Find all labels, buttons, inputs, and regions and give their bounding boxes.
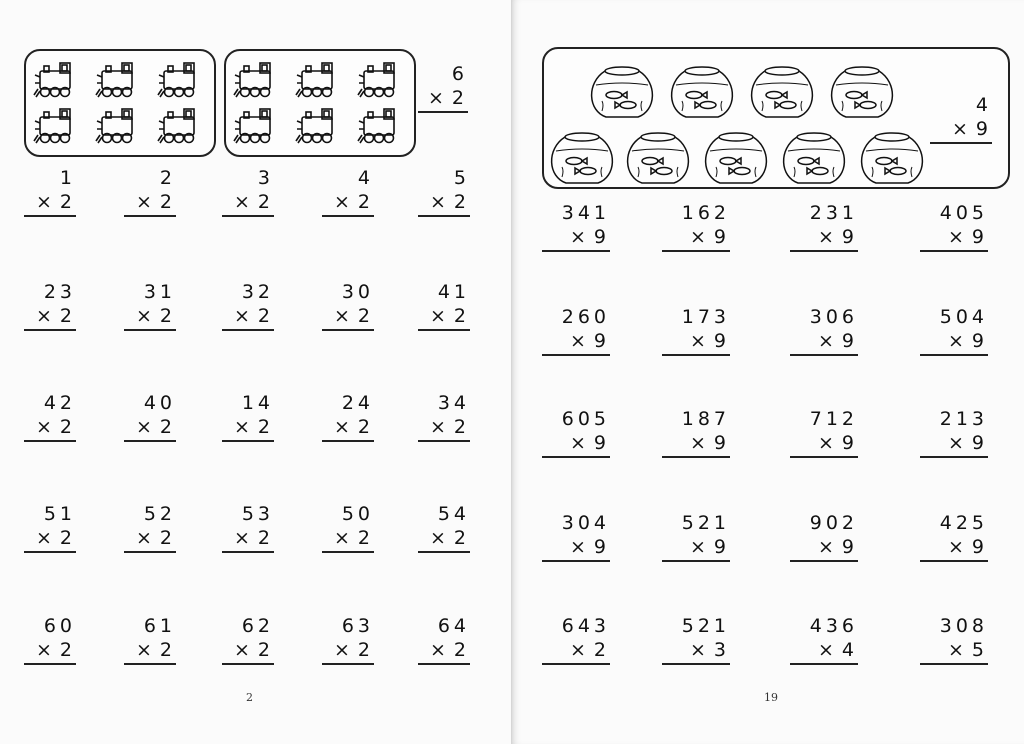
multiplier-line — [790, 329, 858, 356]
multiplier: 9 — [593, 226, 610, 248]
times-sign: × — [135, 416, 152, 438]
fishbowl-icon — [672, 67, 733, 117]
multiplier: 2 — [453, 416, 470, 438]
times-sign: × — [233, 191, 250, 213]
multiplier-line — [418, 415, 470, 442]
multiplicand: 51 — [43, 503, 76, 525]
multiplier: 2 — [257, 191, 274, 213]
times-sign: × — [429, 527, 446, 549]
multiplicand: 504 — [939, 306, 988, 328]
multiplication-problem — [24, 280, 76, 331]
multiplier: 9 — [971, 432, 988, 454]
multiplication-problem — [662, 305, 730, 356]
train-icons — [226, 51, 418, 159]
multiplier-line — [322, 190, 374, 217]
multiplicand: 425 — [939, 512, 988, 534]
multiplier-line — [920, 431, 988, 458]
times-sign: × — [429, 639, 446, 661]
multiplicand: 34 — [437, 392, 470, 414]
times-sign: × — [689, 226, 706, 248]
multiplication-problem — [542, 407, 610, 458]
multiplier-line — [418, 526, 470, 553]
multiplication-problem — [920, 305, 988, 356]
times-sign: × — [569, 330, 586, 352]
multiplication-problem — [542, 305, 610, 356]
multiplier-line — [322, 526, 374, 553]
multiplication-problem — [222, 391, 274, 442]
multiplier: 9 — [841, 226, 858, 248]
train-icon — [34, 109, 70, 143]
multiplier-line — [790, 431, 858, 458]
times-sign: × — [429, 191, 446, 213]
multiplicand: 4 — [975, 94, 992, 116]
times-sign: × — [429, 305, 446, 327]
multiplier: 2 — [257, 527, 274, 549]
multiplicand: 31 — [143, 281, 176, 303]
multiplier: 2 — [257, 639, 274, 661]
multiplicand: 231 — [809, 202, 858, 224]
multiplicand: 605 — [561, 408, 610, 430]
multiplication-problem — [322, 166, 374, 217]
times-sign: × — [135, 639, 152, 661]
multiplier: 2 — [59, 527, 76, 549]
times-sign: × — [233, 527, 250, 549]
times-sign: × — [35, 191, 52, 213]
example-problem — [418, 62, 468, 113]
multiplier-line — [542, 535, 610, 562]
multiplication-problem — [418, 166, 470, 217]
multiplier: 2 — [159, 416, 176, 438]
multiplication-problem — [920, 407, 988, 458]
multiplier: 2 — [159, 527, 176, 549]
multiplier-line — [222, 304, 274, 331]
multiplicand: 643 — [561, 615, 610, 637]
times-sign: × — [333, 305, 350, 327]
multiplication-problem — [790, 511, 858, 562]
multiplier: 9 — [971, 330, 988, 352]
multiplication-problem — [124, 502, 176, 553]
multiplier-line — [124, 304, 176, 331]
fishbowl-icon — [706, 133, 767, 183]
multiplier: 2 — [59, 639, 76, 661]
times-sign: × — [333, 416, 350, 438]
multiplication-problem — [124, 391, 176, 442]
multiplier: 2 — [357, 639, 374, 661]
multiplier-line — [418, 190, 470, 217]
times-sign: × — [951, 118, 968, 140]
multiplicand: 62 — [241, 615, 274, 637]
multiplication-problem — [24, 502, 76, 553]
times-sign: × — [569, 536, 586, 558]
multiplication-problem — [24, 614, 76, 665]
train-icon — [358, 63, 394, 97]
multiplicand: 405 — [939, 202, 988, 224]
multiplier: 9 — [971, 536, 988, 558]
multiplicand: 6 — [451, 63, 468, 85]
multiplier-line — [124, 190, 176, 217]
multiplication-problem — [418, 391, 470, 442]
multiplier: 9 — [713, 226, 730, 248]
multiplicand: 173 — [681, 306, 730, 328]
multiplier-line — [920, 329, 988, 356]
multiplicand: 3 — [257, 167, 274, 189]
multiplier-line — [24, 190, 76, 217]
times-sign: × — [817, 432, 834, 454]
multiplication-problem — [124, 280, 176, 331]
multiplier: 2 — [257, 305, 274, 327]
multiplicand: 50 — [341, 503, 374, 525]
multiplier: 2 — [357, 191, 374, 213]
multiplier: 2 — [159, 305, 176, 327]
multiplication-problem — [790, 614, 858, 665]
multiplier: 9 — [713, 536, 730, 558]
multiplicand: 30 — [341, 281, 374, 303]
multiplication-problem — [542, 614, 610, 665]
multiplier-line — [920, 638, 988, 665]
multiplicand: 306 — [809, 306, 858, 328]
multiplication-problem — [222, 280, 274, 331]
multiplier: 2 — [159, 639, 176, 661]
multiplicand: 304 — [561, 512, 610, 534]
multiplicand: 52 — [143, 503, 176, 525]
times-sign: × — [35, 416, 52, 438]
multiplicand: 521 — [681, 512, 730, 534]
times-sign: × — [817, 330, 834, 352]
times-sign: × — [569, 432, 586, 454]
multiplier: 9 — [713, 330, 730, 352]
multiplication-problem — [222, 166, 274, 217]
multiplicand: 308 — [939, 615, 988, 637]
multiplier-line — [24, 415, 76, 442]
multiplier-line — [920, 535, 988, 562]
times-sign: × — [817, 226, 834, 248]
times-sign: × — [947, 226, 964, 248]
multiplier-line — [790, 638, 858, 665]
times-sign: × — [947, 432, 964, 454]
multiplier: 9 — [593, 330, 610, 352]
train-icon — [234, 63, 270, 97]
times-sign: × — [427, 87, 444, 109]
multiplier: 2 — [453, 191, 470, 213]
multiplication-problem — [222, 502, 274, 553]
multiplicand: 61 — [143, 615, 176, 637]
times-sign: × — [689, 639, 706, 661]
train-icon — [358, 109, 394, 143]
multiplicand: 260 — [561, 306, 610, 328]
multiplication-problem — [662, 201, 730, 252]
multiplier-line — [662, 329, 730, 356]
multiplication-problem — [418, 502, 470, 553]
multiplier: 2 — [593, 639, 610, 661]
multiplicand: 521 — [681, 615, 730, 637]
trains-picture-box-2 — [224, 49, 416, 157]
multiplier: 2 — [159, 191, 176, 213]
multiplication-problem — [790, 305, 858, 356]
multiplier-line — [124, 526, 176, 553]
times-sign: × — [689, 536, 706, 558]
multiplier-line — [222, 638, 274, 665]
multiplier-line — [322, 304, 374, 331]
times-sign: × — [689, 330, 706, 352]
multiplier-line — [24, 304, 76, 331]
times-sign: × — [689, 432, 706, 454]
multiplicand: 712 — [809, 408, 858, 430]
multiplier-line — [124, 415, 176, 442]
multiplication-problem — [124, 166, 176, 217]
times-sign: × — [569, 639, 586, 661]
times-sign: × — [429, 416, 446, 438]
multiplier-line — [418, 86, 468, 113]
multiplier-line — [222, 526, 274, 553]
multiplier: 5 — [971, 639, 988, 661]
multiplier-line — [322, 415, 374, 442]
multiplier-line — [24, 638, 76, 665]
multiplication-problem — [418, 614, 470, 665]
train-icons — [26, 51, 218, 159]
multiplicand: 53 — [241, 503, 274, 525]
multiplication-problem — [790, 201, 858, 252]
multiplier-line — [790, 225, 858, 252]
multiplication-problem — [322, 614, 374, 665]
multiplier-line — [542, 225, 610, 252]
multiplier: 9 — [841, 432, 858, 454]
multiplier: 2 — [453, 639, 470, 661]
fishbowl-icon — [832, 67, 893, 117]
train-icon — [158, 109, 194, 143]
multiplier: 9 — [593, 536, 610, 558]
multiplier-line — [542, 329, 610, 356]
fishbowl-icon — [628, 133, 689, 183]
multiplier: 9 — [975, 118, 992, 140]
multiplier-line — [418, 304, 470, 331]
fishbowl-icon — [784, 133, 845, 183]
multiplier-line — [418, 638, 470, 665]
times-sign: × — [947, 639, 964, 661]
multiplier-line — [542, 431, 610, 458]
trains-picture-box-1 — [24, 49, 216, 157]
times-sign: × — [135, 191, 152, 213]
multiplier: 9 — [841, 536, 858, 558]
multiplier-line — [930, 117, 992, 144]
times-sign: × — [35, 639, 52, 661]
times-sign: × — [135, 527, 152, 549]
multiplication-problem — [24, 391, 76, 442]
times-sign: × — [947, 330, 964, 352]
times-sign: × — [233, 305, 250, 327]
multiplication-problem — [920, 201, 988, 252]
multiplier: 2 — [453, 305, 470, 327]
multiplication-problem — [662, 511, 730, 562]
fishbowl-icon — [552, 133, 613, 183]
multiplier-line — [662, 535, 730, 562]
multiplicand: 23 — [43, 281, 76, 303]
multiplicand: 60 — [43, 615, 76, 637]
multiplier-line — [920, 225, 988, 252]
multiplication-problem — [222, 614, 274, 665]
multiplier: 9 — [971, 226, 988, 248]
multiplier-line — [790, 535, 858, 562]
multiplier-line — [222, 415, 274, 442]
times-sign: × — [333, 527, 350, 549]
times-sign: × — [947, 536, 964, 558]
multiplier-line — [24, 526, 76, 553]
times-sign: × — [569, 226, 586, 248]
multiplication-problem — [920, 614, 988, 665]
multiplicand: 14 — [241, 392, 274, 414]
times-sign: × — [333, 191, 350, 213]
multiplier: 2 — [59, 416, 76, 438]
multiplicand: 32 — [241, 281, 274, 303]
multiplier-line — [124, 638, 176, 665]
multiplier: 2 — [357, 416, 374, 438]
multiplication-problem — [662, 614, 730, 665]
train-icon — [96, 109, 132, 143]
multiplicand: 42 — [43, 392, 76, 414]
multiplicand: 54 — [437, 503, 470, 525]
train-icon — [96, 63, 132, 97]
times-sign: × — [35, 305, 52, 327]
multiplication-problem — [322, 502, 374, 553]
multiplication-problem — [920, 511, 988, 562]
times-sign: × — [817, 639, 834, 661]
multiplicand: 4 — [357, 167, 374, 189]
multiplier: 2 — [59, 305, 76, 327]
times-sign: × — [135, 305, 152, 327]
page-number-right: 19 — [764, 691, 778, 704]
multiplier: 9 — [713, 432, 730, 454]
multiplier: 2 — [257, 416, 274, 438]
multiplier-line — [542, 638, 610, 665]
multiplicand: 64 — [437, 615, 470, 637]
multiplication-problem — [790, 407, 858, 458]
times-sign: × — [333, 639, 350, 661]
multiplication-problem — [662, 407, 730, 458]
multiplicand: 187 — [681, 408, 730, 430]
multiplicand: 40 — [143, 392, 176, 414]
fishbowl-icon — [862, 133, 923, 183]
multiplier-line — [322, 638, 374, 665]
multiplicand: 213 — [939, 408, 988, 430]
multiplier: 2 — [451, 87, 468, 109]
example-problem — [930, 93, 992, 144]
right-page — [512, 0, 1024, 744]
multiplicand: 341 — [561, 202, 610, 224]
multiplier: 2 — [453, 527, 470, 549]
multiplicand: 24 — [341, 392, 374, 414]
page-number-left: 2 — [246, 691, 253, 704]
multiplicand: 436 — [809, 615, 858, 637]
train-icon — [158, 63, 194, 97]
multiplication-problem — [24, 166, 76, 217]
train-icon — [34, 63, 70, 97]
multiplication-problem — [418, 280, 470, 331]
multiplier-line — [662, 225, 730, 252]
times-sign: × — [233, 416, 250, 438]
multiplication-problem — [322, 280, 374, 331]
multiplicand: 5 — [453, 167, 470, 189]
multiplicand: 63 — [341, 615, 374, 637]
multiplier: 3 — [713, 639, 730, 661]
multiplicand: 902 — [809, 512, 858, 534]
multiplier-line — [222, 190, 274, 217]
times-sign: × — [35, 527, 52, 549]
multiplication-problem — [542, 201, 610, 252]
multiplier-line — [662, 638, 730, 665]
multiplicand: 162 — [681, 202, 730, 224]
train-icon — [234, 109, 270, 143]
fishbowl-icon — [752, 67, 813, 117]
multiplier: 2 — [357, 305, 374, 327]
multiplicand: 41 — [437, 281, 470, 303]
multiplier: 2 — [59, 191, 76, 213]
fishbowl-icon — [592, 67, 653, 117]
train-icon — [296, 109, 332, 143]
multiplicand: 1 — [59, 167, 76, 189]
multiplier: 4 — [841, 639, 858, 661]
multiplier: 2 — [357, 527, 374, 549]
multiplier-line — [662, 431, 730, 458]
times-sign: × — [817, 536, 834, 558]
multiplier: 9 — [841, 330, 858, 352]
multiplication-problem — [322, 391, 374, 442]
multiplication-problem — [124, 614, 176, 665]
multiplier: 9 — [593, 432, 610, 454]
multiplication-problem — [542, 511, 610, 562]
times-sign: × — [233, 639, 250, 661]
multiplicand: 2 — [159, 167, 176, 189]
train-icon — [296, 63, 332, 97]
